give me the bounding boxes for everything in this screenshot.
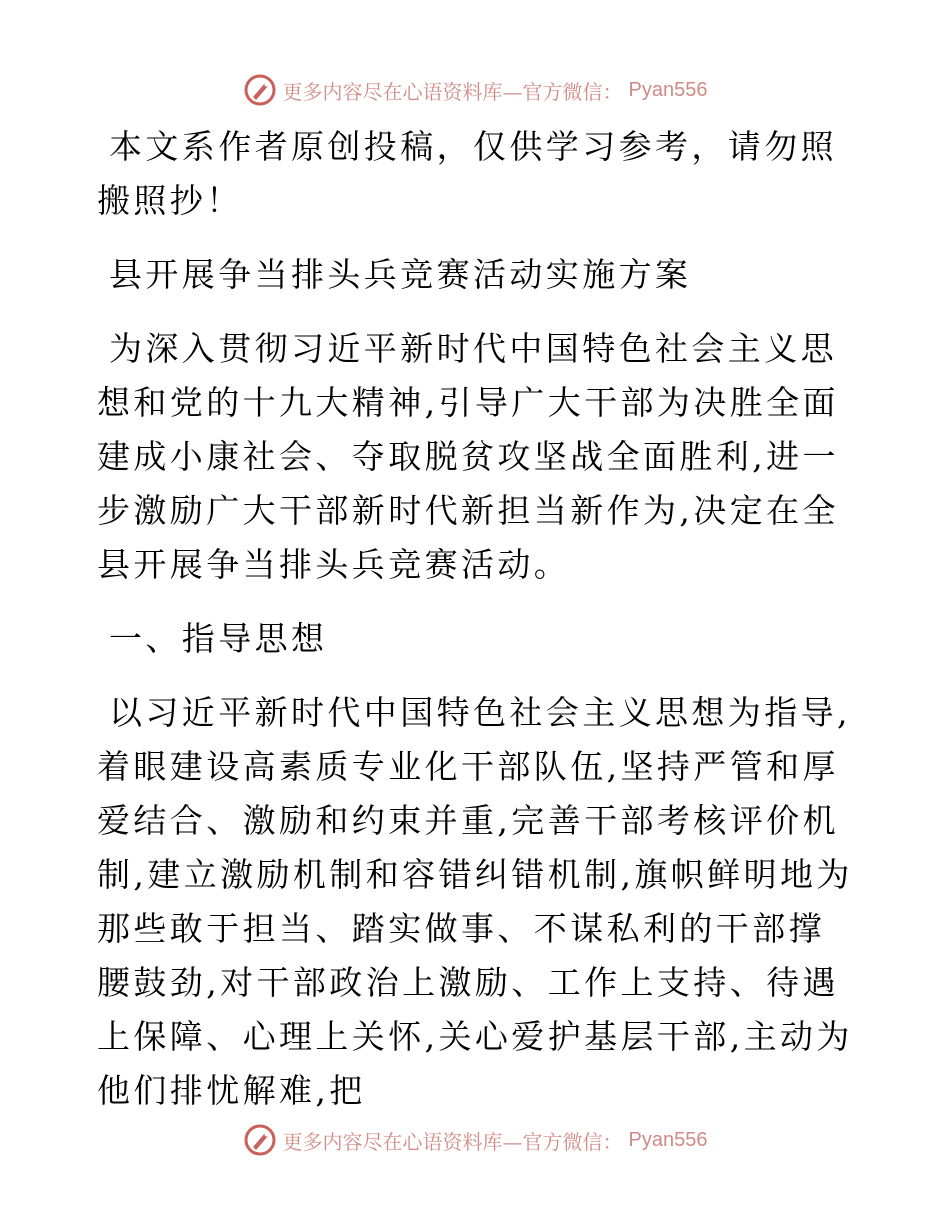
section-body-guiding-ideology: 以习近平新时代中国特色社会主义思想为指导,着眼建设高素质专业化干部队伍,坚持严管和厚爱结合、激励和约束并重,完善干部考核评价机制,建立激励机制和容错纠错机制,旗帜鲜明地为那些敢于担当、踏实做事、不谋私利的干部撑腰鼓劲,对干部政治上激励、工作上支持、待遇上保障、心理上关怀,关心爱护基层干部,主动为他们排忧解难,把 <box>97 693 853 1110</box>
watermark-wechat-id: Pyan556 <box>628 1128 708 1151</box>
document-body <box>97 120 857 1138</box>
header-watermark <box>0 70 950 110</box>
pen-nib-logo-icon <box>243 1123 277 1157</box>
watermark-text: 更多内容尽在心语资料库—官方微信： <box>282 79 623 104</box>
watermark-text: 更多内容尽在心语资料库—官方微信： <box>282 1129 623 1154</box>
footer-watermark <box>0 1120 950 1160</box>
watermark-wechat-id: Pyan556 <box>628 78 708 101</box>
copyright-notice: 本文系作者原创投稿，仅供学习参考，请勿照搬照抄！ <box>97 127 837 220</box>
section-heading-guiding-ideology: 一、指导思想 <box>109 619 328 658</box>
intro-paragraph: 为深入贯彻习近平新时代中国特色社会主义思想和党的十九大精神,引导广大干部为决胜全面建成小康社会、夺取脱贫攻坚战全面胜利,进一步激励广大干部新时代新担当新作为,决定在全县开展争当排头兵竞赛活动。 <box>97 329 839 584</box>
pen-nib-logo-icon <box>243 73 277 107</box>
document-title: 县开展争当排头兵竞赛活动实施方案 <box>109 255 692 294</box>
